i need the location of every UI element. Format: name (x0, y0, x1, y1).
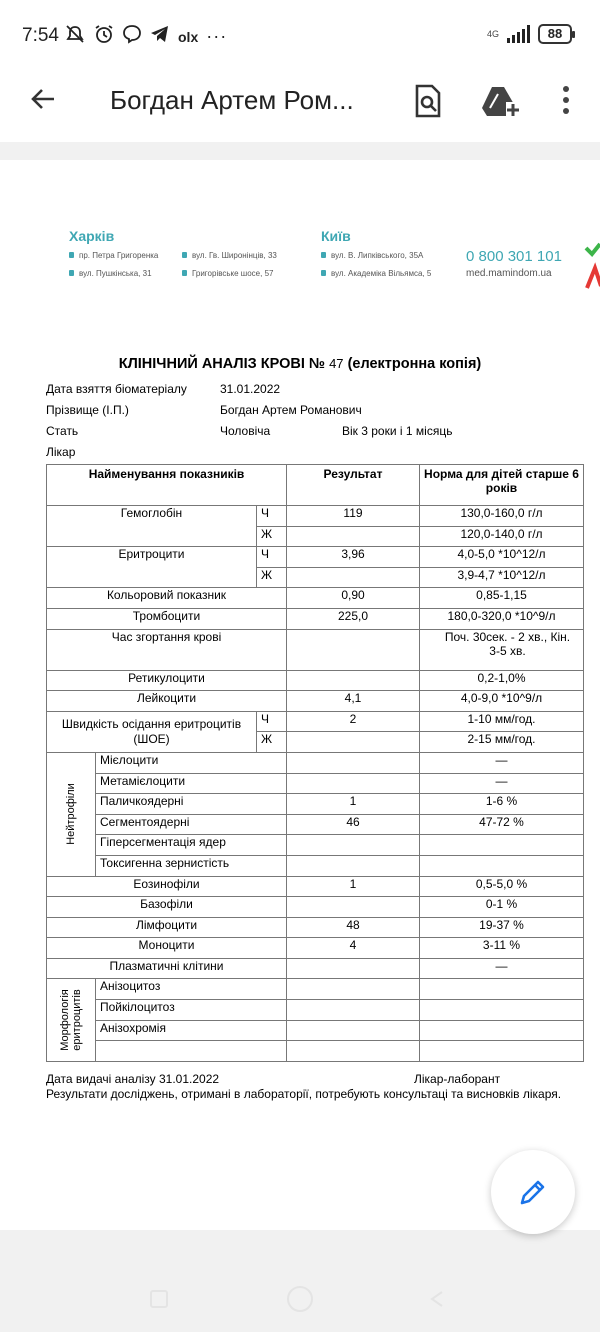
row-label-myelocytes: Мієлоцити (96, 752, 287, 773)
city-kyiv: Київ (321, 228, 351, 244)
telegram-icon (150, 25, 170, 48)
table-row (47, 629, 584, 670)
header-result: Результат (287, 465, 420, 506)
table-row (47, 711, 584, 732)
clinic-phone: 0 800 301 101 (466, 248, 562, 265)
more-vert-icon (554, 84, 578, 116)
hypersegmentation-norm (420, 835, 584, 856)
row-label-plasma: Плазматичні клітини (47, 958, 287, 979)
table-row (47, 958, 584, 979)
metamyelocytes-norm: — (420, 773, 584, 794)
eosinophils-result: 1 (287, 876, 420, 897)
morphology-group-label: Морфологія еритроцитів (59, 989, 83, 1051)
table-row (47, 814, 584, 835)
status-bar (0, 0, 600, 70)
erythrocytes-male-result: 3,96 (287, 547, 420, 568)
table-row (47, 1000, 584, 1021)
table-row (47, 917, 584, 938)
row-label-hemoglobin: Гемоглобін (47, 506, 257, 547)
table-row (47, 794, 584, 815)
add-to-drive-button[interactable] (482, 84, 520, 118)
sex-value: Чоловіча (220, 424, 271, 438)
home-button[interactable] (287, 1286, 313, 1312)
row-label-reticulocytes: Ретикулоцити (47, 670, 287, 691)
city-kharkiv: Харків (69, 228, 115, 244)
address-kyiv-2: вул. Академіка Вільямса, 5 (321, 269, 431, 278)
sample-date-label: Дата взяття біоматеріалу (46, 382, 187, 396)
doctor-label: Лікар (46, 445, 76, 459)
basophils-result (287, 897, 420, 918)
viber-icon (122, 24, 142, 49)
sex-female-marker: Ж (257, 526, 287, 547)
app-bar (0, 70, 600, 142)
document-search-icon (412, 84, 444, 118)
erythrocytes-female-norm: 3,9-4,7 *10^12/л (420, 567, 584, 588)
row-label-leukocytes: Лейкоцити (47, 691, 287, 712)
poikilocytosis-norm (420, 1000, 584, 1021)
neutrophils-group-cell (47, 752, 96, 876)
leukocytes-norm: 4,0-9,0 *10^9/л (420, 691, 584, 712)
document-title: Богдан Артем Ром... (110, 85, 354, 115)
row-label-segmented: Сегментоядерні (96, 814, 287, 835)
plasma-result (287, 958, 420, 979)
edit-fab-button[interactable] (491, 1150, 575, 1234)
empty-label (96, 1041, 287, 1062)
analysis-number: 47 (329, 356, 344, 371)
empty-norm (420, 1041, 584, 1062)
patient-name-value: Богдан Артем Романович (220, 403, 362, 417)
pencil-icon (518, 1177, 548, 1207)
hemoglobin-female-norm: 120,0-140,0 г/л (420, 526, 584, 547)
hypersegmentation-result (287, 835, 420, 856)
header-name: Найменування показників (47, 465, 287, 506)
anisocytosis-result (287, 979, 420, 1000)
hemoglobin-female-result (287, 526, 420, 547)
hemoglobin-male-result: 119 (287, 506, 420, 527)
anisocytosis-norm (420, 979, 584, 1000)
analysis-title: КЛІНІЧНИЙ АНАЛІЗ КРОВІ № 47 (електронна копія) (118, 356, 482, 372)
clinic-logo-icon (584, 238, 600, 294)
row-label-toxic: Токсигенна зернистість (96, 855, 287, 876)
address-kharkiv-4: Григорівське шосе, 57 (182, 269, 273, 278)
myelocytes-norm: — (420, 752, 584, 773)
table-header-row (47, 465, 584, 506)
band-result: 1 (287, 794, 420, 815)
arrow-back-icon (28, 84, 58, 114)
network-indicator (487, 29, 499, 39)
triangle-back-icon (428, 1290, 446, 1308)
clotting-norm: Поч. 30сек. - 2 хв., Кін. 3-5 хв. (420, 629, 584, 670)
erythrocytes-female-result (287, 567, 420, 588)
document-page[interactable] (0, 160, 600, 1230)
olx-icon: olx (178, 28, 199, 45)
esr-female-norm: 2-15 мм/год. (420, 732, 584, 753)
row-label-eosinophils: Еозинофіли (47, 876, 287, 897)
morphology-group-cell (47, 979, 96, 1061)
hemoglobin-male-norm: 130,0-160,0 г/л (420, 506, 584, 527)
row-label-anisocytosis: Анізоцитоз (96, 979, 287, 1000)
drive-add-icon (482, 84, 520, 118)
row-label-erythrocytes: Еритроцити (47, 547, 257, 588)
sex-female-marker: Ж (257, 567, 287, 588)
sample-date-value: 31.01.2022 (220, 382, 281, 396)
basophils-norm: 0-1 % (420, 897, 584, 918)
battery-icon: 88 (538, 24, 572, 44)
toxic-norm (420, 855, 584, 876)
eosinophils-norm: 0,5-5,0 % (420, 876, 584, 897)
table-row (47, 588, 584, 609)
issue-date: Дата видачі аналізу 31.01.2022 (46, 1072, 220, 1086)
poikilocytosis-result (287, 1000, 420, 1021)
signal-icon (507, 25, 530, 43)
sex-female-marker: Ж (257, 732, 287, 753)
table-row (47, 876, 584, 897)
table-row (47, 752, 584, 773)
row-label-band: Паличкоядерні (96, 794, 287, 815)
more-options-button[interactable] (554, 84, 578, 116)
table-row (47, 979, 584, 1000)
color-index-norm: 0,85-1,15 (420, 588, 584, 609)
row-label-poikilocytosis: Пойкілоцитоз (96, 1000, 287, 1021)
patient-name-label: Прізвище (І.П.) (46, 403, 129, 417)
open-preview-button[interactable] (412, 84, 444, 118)
disclaimer: Результати досліджень, отримані в лабораторії, потребують консультаці та висновків лікаря. (46, 1087, 562, 1101)
more-dots-icon: ··· (206, 26, 228, 46)
blood-test-table (46, 464, 584, 1062)
back-button[interactable] (28, 84, 58, 114)
lymphocytes-result: 48 (287, 917, 420, 938)
table-row (47, 773, 584, 794)
monocytes-norm: 3-11 % (420, 938, 584, 959)
table-row (47, 1041, 584, 1062)
row-label-monocytes: Моноцити (47, 938, 287, 959)
leukocytes-result: 4,1 (287, 691, 420, 712)
muted-icon (64, 24, 86, 49)
table-row (47, 1020, 584, 1041)
clotting-result (287, 629, 420, 670)
band-norm: 1-6 % (420, 794, 584, 815)
row-label-esr: Швидкість осідання еритроцитів (ШОЕ) (47, 711, 257, 752)
table-row (47, 835, 584, 856)
row-label-platelets: Тромбоцити (47, 608, 287, 629)
monocytes-result: 4 (287, 938, 420, 959)
row-label-basophils: Базофіли (47, 897, 287, 918)
table-row (47, 691, 584, 712)
status-time: 7:54 (22, 25, 59, 46)
esr-male-result: 2 (287, 711, 420, 732)
plasma-norm: — (420, 958, 584, 979)
table-row (47, 608, 584, 629)
row-label-lymphocytes: Лімфоцити (47, 917, 287, 938)
table-row (47, 938, 584, 959)
status-notification-icons (64, 24, 227, 49)
header-norm: Норма для дітей старше 6 років (420, 465, 584, 506)
table-row (47, 897, 584, 918)
row-label-hypersegmentation: Гіперсегментація ядер (96, 835, 287, 856)
sex-male-marker: Ч (257, 547, 287, 568)
myelocytes-result (287, 752, 420, 773)
toxic-result (287, 855, 420, 876)
segmented-result: 46 (287, 814, 420, 835)
sex-male-marker: Ч (257, 506, 287, 527)
erythrocytes-male-norm: 4,0-5,0 *10^12/л (420, 547, 584, 568)
platelets-norm: 180,0-320,0 *10^9/л (420, 608, 584, 629)
platelets-result: 225,0 (287, 608, 420, 629)
sex-label: Стать (46, 424, 79, 438)
reticulocytes-result (287, 670, 420, 691)
lymphocytes-norm: 19-37 % (420, 917, 584, 938)
color-index-result: 0,90 (287, 588, 420, 609)
reticulocytes-norm: 0,2-1,0% (420, 670, 584, 691)
esr-male-norm: 1-10 мм/год. (420, 711, 584, 732)
anisochromia-result (287, 1020, 420, 1041)
system-back-button[interactable] (428, 1290, 446, 1308)
address-kharkiv-1: пр. Петра Григоренка (69, 251, 158, 260)
sex-male-marker: Ч (257, 711, 287, 732)
row-label-anisochromia: Анізохромія (96, 1020, 287, 1041)
metamyelocytes-result (287, 773, 420, 794)
table-row (47, 547, 584, 568)
table-row (47, 670, 584, 691)
recent-apps-button[interactable] (150, 1290, 168, 1308)
anisochromia-norm (420, 1020, 584, 1041)
esr-female-result (287, 732, 420, 753)
address-kharkiv-3: вул. Пушкінська, 31 (69, 269, 152, 278)
row-label-clotting: Час згортання крові (47, 629, 287, 670)
row-label-color-index: Кольоровий показник (47, 588, 287, 609)
empty-result (287, 1041, 420, 1062)
address-kharkiv-2: вул. Гв. Широнінців, 33 (182, 251, 277, 260)
age-value: Вік 3 роки і 1 місяць (342, 424, 453, 438)
system-nav-bar (0, 1248, 600, 1332)
table-row (47, 855, 584, 876)
network-type: 4G (486, 29, 499, 39)
table-row (47, 506, 584, 527)
clinic-site: med.mamindom.ua (466, 268, 552, 279)
lab-doctor-label: Лікар-лаборант (414, 1072, 501, 1086)
alarm-icon (94, 24, 114, 49)
row-label-metamyelocytes: Метамієлоцити (96, 773, 287, 794)
segmented-norm: 47-72 % (420, 814, 584, 835)
address-kyiv-1: вул. В. Липківського, 35А (321, 251, 423, 260)
neutrophils-group-label: Нейтрофіли (65, 783, 77, 845)
